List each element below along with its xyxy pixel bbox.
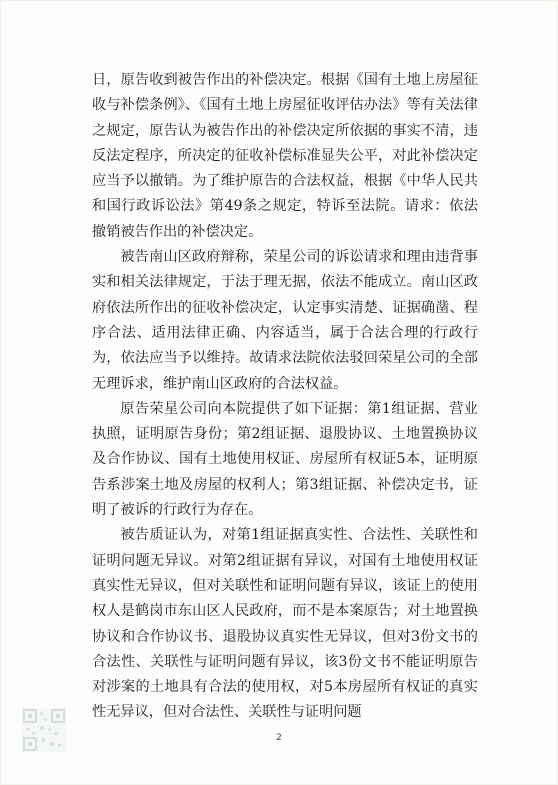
page-number: 2 [276, 733, 282, 743]
qr-code-icon [22, 708, 66, 752]
paragraph-defendant-defense: 被告南山区政府辩称，荣星公司的诉讼请求和理由违背事实和相关法律规定，于法于理无据，依法不能成立。南山区政府依法所作出的征收补偿决定，认定事实清楚、证据确凿、程序合法、适用法律正确、内容适当，属于合法合理的行政行为，依法应当予以维持。故请求法院依法驳回荣星公司的全部无理诉求，维护南山区政府的合法权益。 [92, 249, 478, 392]
paragraph-plaintiff-evidence: 原告荣星公司向本院提供了如下证据：第1组证据、营业执照，证明原告身份；第2组证据、退股协议、土地置换协议及合作协议、国有土地使用权证、房屋所有权证5本，证明原告系涉案土地及房屋的权利人；第3组证据、补偿决定书，证明了被诉的行政行为存在。 [92, 400, 478, 519]
paragraph-plaintiff-claim: 日，原告收到被告作出的补偿决定。根据《国有土地上房屋征收与补偿条例》、《国有土地上房屋征收评估办法》等有关法律之规定，原告认为被告作出的补偿决定所依据的事实不清，违反法定程序，所决定的征收补偿标准显失公平，对此补偿决定应当予以撤销。为了维护原告的合法权益，根据《中华人民共和国行政诉讼法》第49条之规定，特诉至法院。请求：依法撤销被告作出的补偿决定。 [92, 72, 478, 240]
paragraph-defendant-cross-examination: 被告质证认为，对第1组证据真实性、合法性、关联性和证明问题无异议。对第2组证据有异议，对国有土地使用权证真实性无异议，但对关联性和证明问题有异议，该证上的使用权人是鹤岗市东山区人民政府，而不是本案原告；对土地置换协议和合作协议书、退股协议真实性无异议，但对3份文书的合法性、关联性与证明问题有异议，该3份文书不能证明原告对涉案的土地具有合法的使用权，对5本房屋所有权证的真实性无异议，但对合法性、关联性与证明问题 [92, 527, 478, 721]
document-body [92, 68, 478, 726]
